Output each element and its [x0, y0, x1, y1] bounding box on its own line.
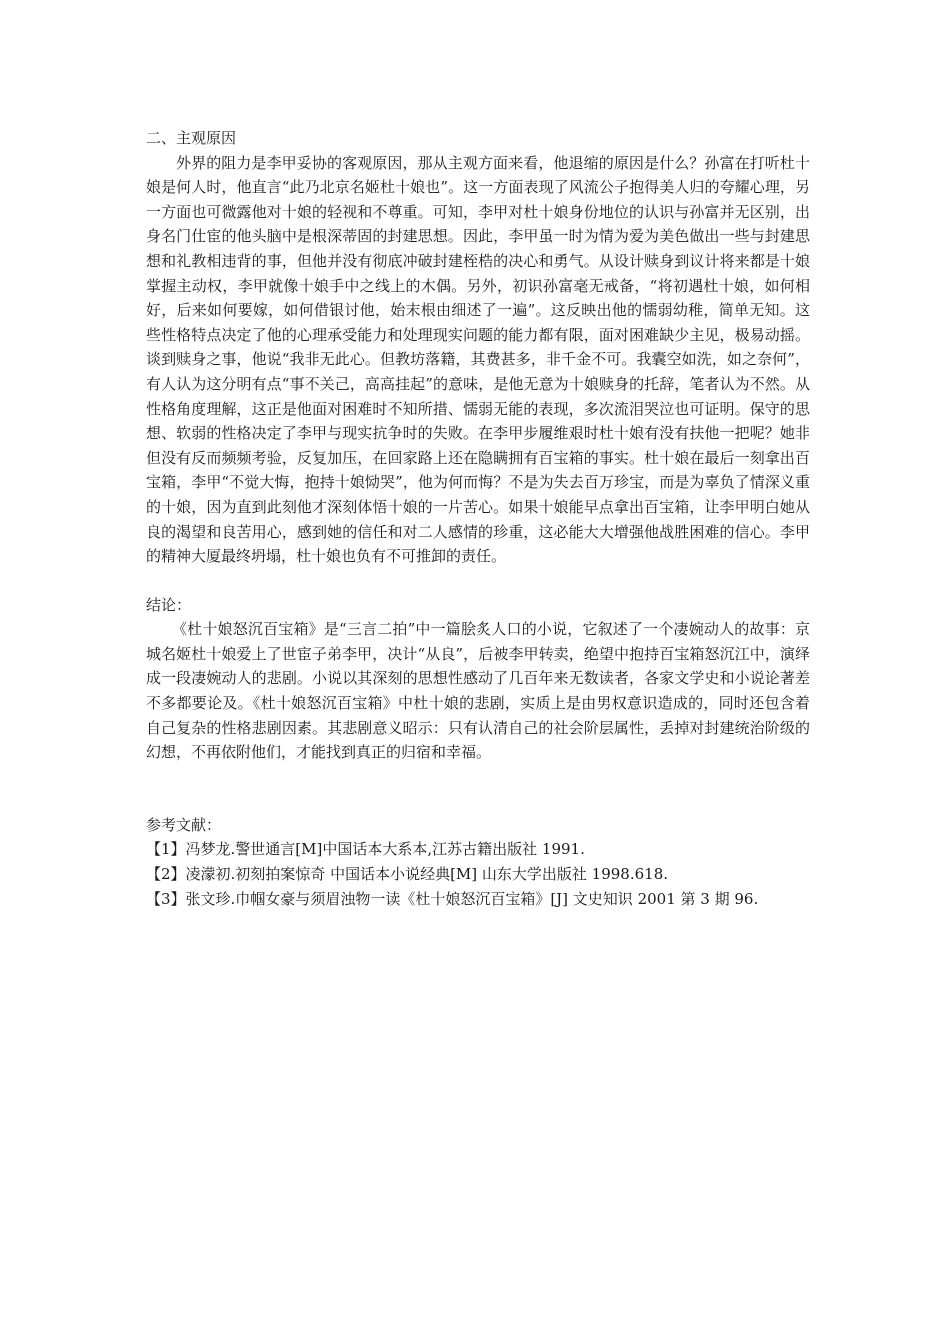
conclusion-body: 《杜十娘怒沉百宝箱》是“三言二拍”中一篇脍炙人口的小说，它叙述了一个凄婉动人的故事：京城名姬杜十娘爱上了世宦子弟李甲，决计“从良”，后被李甲转卖，绝望中抱持百宝箱怒沉江中，演绎成一段凄婉动人的悲剧。小说以其深刻的思想性感动了几百年来无数读者，各家文学史和小说论著差不多都要论及。《杜十娘怒沉百宝箱》中杜十娘的悲剧，实质上是由男权意识造成的，同时还包含着自己复杂的性格悲剧因素。其悲剧意义昭示：只有认清自己的社会阶层属性，丢掉对封建统治阶级的幻想，不再依附他们，才能找到真正的归宿和幸福。	[146, 620, 810, 762]
section-body-subjective-reasons: 外界的阻力是李甲妥协的客观原因，那从主观方面来看，他退缩的原因是什么？孙富在打听杜十娘是何人时，他直言“此乃北京名姬杜十娘也”。这一方面表现了风流公子抱得美人归的夸耀心理，另一方面也可微露他对十娘的轻视和不尊重。可知，李甲对杜十娘身份地位的认识与孙富并无区别，出身名门仕宦的他头脑中是根深蒂固的封建思想。因此，李甲虽一时为情为爱为美色做出一些与封建思想和礼教相违背的事，但他并没有彻底冲破封建桎梏的决心和勇气。从设计赎身到议计将来都是十娘掌握主动权，李甲就像十娘手中之线上的木偶。另外，初识孙富毫无戒备，“将初遇杜十娘，如何相好，后来如何要嫁，如何借银讨他，始末根由细述了一遍”。这反映出他的懦弱幼稚，简单无知。这些性格特点决定了他的心理承受能力和处理现实问题的能力都有限，面对困难缺少主见，极易动摇。谈到赎身之事，他说“我非无此心。但教坊落籍，其费甚多，非千金不可。我囊空如洗，如之奈何”，有人认为这分明有点“事不关己，高高挂起”的意味，是他无意为十娘赎身的托辞，笔者认为不然。从性格角度理解，这正是他面对困难时不知所措、懦弱无能的表现，多次流泪哭泣也可证明。保守的思想、软弱的性格决定了李甲与现实抗争时的失败。在李甲步履维艰时杜十娘有没有扶他一把呢？她非但没有反而频频考验，反复加压，在回家路上还在隐瞒拥有百宝箱的事实。杜十娘在最后一刻拿出百宝箱，李甲“不觉大悔，抱持十娘恸哭”，他为何而悔？不是为失去百万珍宝，而是为辜负了情深义重的十娘，因为直到此刻他才深刻体悟十娘的一片苦心。如果十娘能早点拿出百宝箱，让李甲明白她从良的渴望和良苦用心，感到她的信任和对二人感情的珍重，这必能大大增强他战胜困难的信心。李甲的精神大厦最终坍塌，杜十娘也负有不可推卸的责任。	[146, 153, 810, 566]
reference-item: 【2】凌濛初.初刻拍案惊奇 中国话本小说经典[M] 山东大学出版社 1998.618.	[146, 865, 669, 884]
section-heading-subjective-reasons: 二、主观原因	[146, 129, 237, 147]
spacer	[146, 765, 810, 813]
reference-item: 【1】冯梦龙.警世通言[M]中国话本大系本,江苏古籍出版社 1991.	[146, 840, 585, 859]
document-page	[146, 126, 810, 911]
conclusion-heading: 结论：	[146, 595, 192, 614]
references-heading: 参考文献：	[146, 815, 222, 834]
references-list	[146, 837, 810, 911]
reference-item: 【3】张文珍.巾帼女豪与须眉浊物一读《杜十娘怒沉百宝箱》[J] 文史知识 2001 第 3 期 96.	[146, 889, 759, 908]
spacer	[146, 569, 810, 593]
